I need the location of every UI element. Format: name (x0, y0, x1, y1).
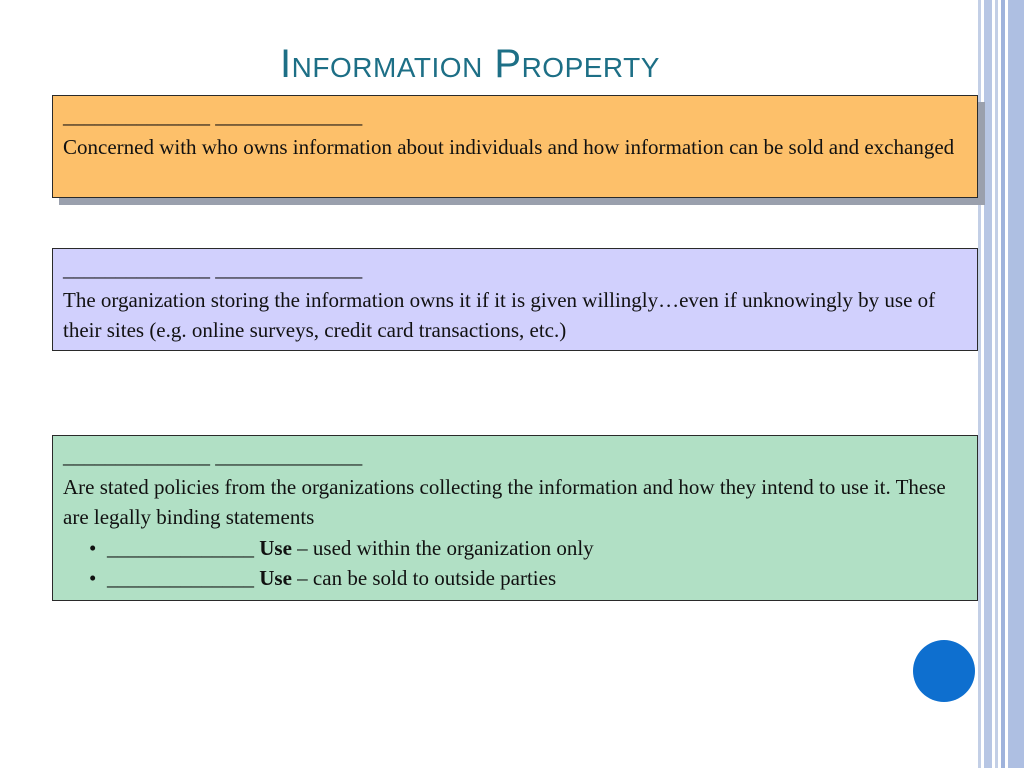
property-box-3 (52, 435, 978, 601)
decorative-stripe (978, 0, 981, 768)
decorative-stripe (1001, 0, 1005, 768)
bullet-item (89, 533, 967, 564)
decorative-stripe (1008, 0, 1024, 768)
blue-circle-decoration (913, 640, 975, 702)
bullet-text: – used within the organization only (291, 535, 594, 560)
fill-in-blank: ______________ (107, 535, 254, 560)
bullet-item (89, 563, 967, 594)
property-box-2 (52, 248, 978, 351)
box-text: Concerned with who owns information about individuals and how information can be sold and exchanged (63, 134, 955, 159)
box-text: The organization storing the information owns it if it is given willingly…even if unknowingly by use of their sites (e.g. online surveys, credit card transactions, etc.) (63, 287, 936, 342)
bold-term: Use (259, 566, 292, 590)
bold-term: Use (259, 535, 292, 560)
property-box-1 (52, 95, 978, 198)
fill-in-blank: ______________ (107, 566, 254, 590)
fill-in-blank: ______________ ______________ (63, 444, 363, 468)
bullet-list (63, 533, 967, 594)
decorative-stripe (984, 0, 992, 768)
bullet-marker: • (89, 566, 97, 590)
bullet-marker: • (89, 535, 97, 560)
slide-title: Information Property (280, 42, 660, 86)
bullet-text: – can be sold to outside parties (291, 566, 557, 590)
decorative-stripe (995, 0, 998, 768)
box-text: Are stated policies from the organizations collecting the information and how they intend to use it. These are legally binding statements (63, 474, 946, 529)
fill-in-blank: ______________ ______________ (63, 104, 363, 128)
fill-in-blank: ______________ ______________ (63, 257, 363, 281)
